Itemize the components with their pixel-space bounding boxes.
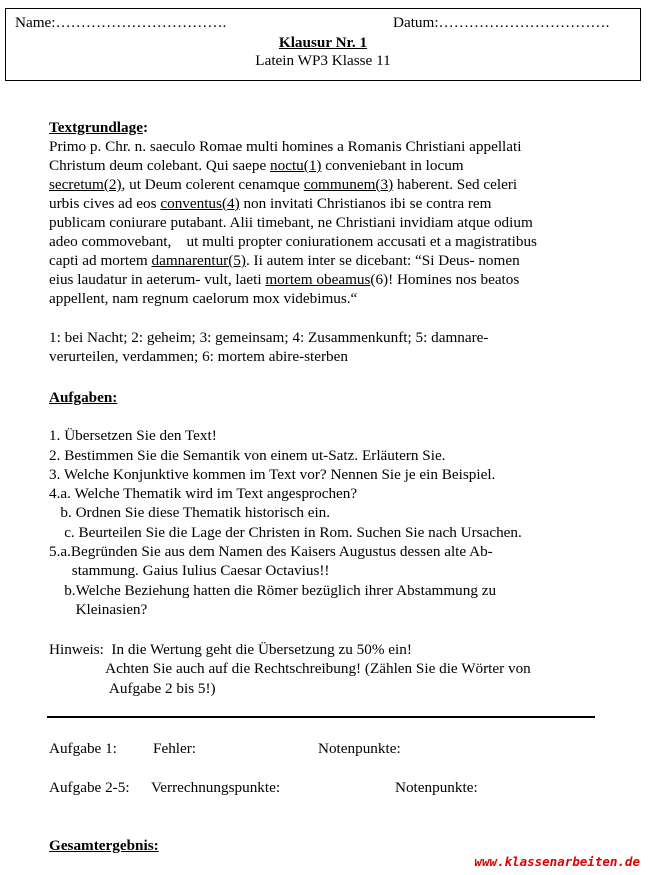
latin-text-line-3: secretum(2), ut Deum colerent cenamque communem(3) haberent. Sed celeri <box>49 176 518 193</box>
grading-calc-points: Verrechnungspunkte: <box>151 779 281 796</box>
latin-text-line-2: Christum deum colebant. Qui saepe noctu(1) conveniebant in locum <box>49 157 464 174</box>
note-line-3: Aufgabe 2 bis 5!) <box>49 680 216 697</box>
vocabulary-line-1: 1: bei Nacht; 2: geheim; 3: gemeinsam; 4: Zusammenkunft; 5: damnare- <box>49 329 489 346</box>
task-3: 3. Welche Konjunktive kommen im Text vor? Nennen Sie je ein Beispiel. <box>49 466 496 483</box>
header-box <box>5 8 641 81</box>
task-5a-line-1: 5.a.Begründen Sie aus dem Namen des Kaisers Augustus dessen alte Ab- <box>49 543 493 560</box>
grading-task2-5-label: Aufgabe 2-5: <box>49 779 130 796</box>
task-4a: 4.a. Welche Thematik wird im Text angesprochen? <box>49 485 358 502</box>
task-5b-line-1: b.Welche Beziehung hatten die Römer bezüglich ihrer Abstammung zu <box>49 582 497 599</box>
task-1: 1. Übersetzen Sie den Text! <box>49 427 217 444</box>
note-line-1: Hinweis: In die Wertung geht die Übersetzung zu 50% ein! <box>49 641 412 658</box>
task-4c: c. Beurteilen Sie die Lage der Christen in Rom. Suchen Sie nach Ursachen. <box>49 524 522 541</box>
grading-task1-errors: Fehler: <box>153 740 197 757</box>
note-line-2: Achten Sie auch auf die Rechtschreibung! (Zählen Sie die Wörter von <box>49 660 531 677</box>
latin-text-line-5: publicam coniurare putabant. Alii timebant, ne Christiani invidiam atque odium <box>49 214 533 231</box>
total-result-label: Gesamtergebnis: <box>49 837 159 854</box>
latin-text-line-8: eius laudatur in aeterum- vult, laeti mortem obeamus(6)! Homines nos beatos <box>49 271 520 288</box>
latin-text-line-4: urbis cives ad eos conventus(4) non invitati Christianos ibi se contra rem <box>49 195 492 212</box>
text-section-heading: Textgrundlage: <box>49 119 149 136</box>
latin-text-line-7: capti ad mortem damnarentur(5). Ii autem inter se dicebant: “Si Deus- nomen <box>49 252 520 269</box>
exam-title: Klausur Nr. 1 <box>278 34 368 51</box>
watermark-link: www.klassenarbeiten.de <box>474 854 640 869</box>
name-field-label: Name:……………………………. <box>15 14 227 31</box>
latin-text-line-9: appellent, nam regnum caelorum mox videbimus.“ <box>49 290 358 307</box>
tasks-heading: Aufgaben: <box>49 389 118 406</box>
task-5a-line-2: stammung. Gaius Iulius Caesar Octavius!! <box>49 562 330 579</box>
latin-text-line-1: Primo p. Chr. n. saeculo Romae multi homines a Romanis Christiani appellati <box>49 138 522 155</box>
task-2: 2. Bestimmen Sie die Semantik von einem ut-Satz. Erläutern Sie. <box>49 447 446 464</box>
vocabulary-line-2: verurteilen, verdammen; 6: mortem abire-sterben <box>49 348 348 365</box>
divider-line <box>47 716 595 718</box>
latin-text-line-6: adeo commovebant, ut multi propter coniurationem accusati et a magistratibus <box>49 233 537 250</box>
grading-task1-label: Aufgabe 1: <box>49 740 117 757</box>
task-5b-line-2: Kleinasien? <box>49 601 148 618</box>
date-field-label: Datum:……………………………. <box>393 14 610 31</box>
grading-task1-points: Notenpunkte: <box>318 740 401 757</box>
exam-subtitle: Latein WP3 Klasse 11 <box>255 52 391 69</box>
grading-task2-5-points: Notenpunkte: <box>395 779 478 796</box>
task-4b: b. Ordnen Sie diese Thematik historisch ein. <box>49 504 331 521</box>
